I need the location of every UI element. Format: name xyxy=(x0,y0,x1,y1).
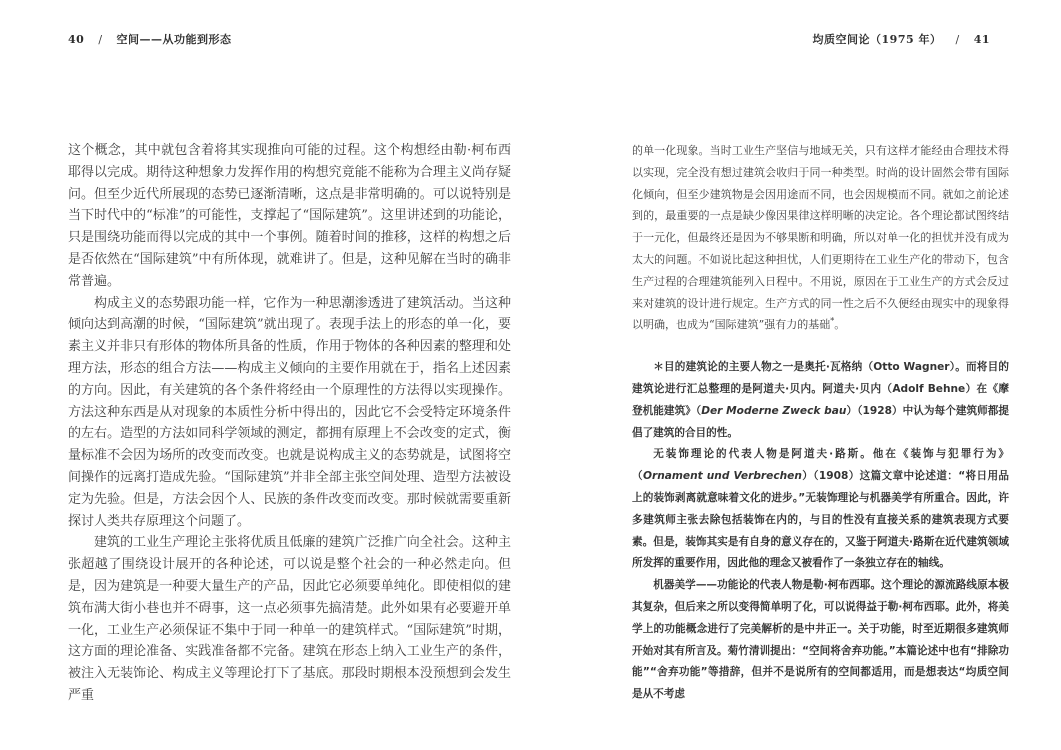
right-page-footnotes xyxy=(632,357,1009,706)
body-paragraph: 这个概念，其中就包含着将其实现推向可能的过程。这个构想经由勒·柯布西耶得以完成。期待这种想象力发挥作用的构想究竟能不能称为合理主义尚存疑问。但至少近代所展现的态势已逐渐清晰，这点是非常明确的。可以说特别是当下时代中的“标准”的可能性，支撑起了“国际建筑”。这里讲述到的功能论，只是围绕功能而得以完成的其中一个事例。随着时间的推移，这样的构想之后是否依然在“国际建筑”中有所体现，就难讲了。但是，这种见解在当时的确非常普遍。 xyxy=(68,143,511,289)
body-paragraph: 构成主义的态势跟功能一样，它作为一种思潮渗透进了建筑活动。当这种倾向达到高潮的时候，“国际建筑”就出现了。表现手法上的形态的单一化，要素主义并非只有形体的物体所具备的性质，作用于物体的各种因素的整理和处理方法，形态的组合方法——构成主义倾向的主要作用就在于，指名上述因素的方向。因此，有关建筑的各个条件将经由一个原理性的方法得以实现操作。方法这种东西是从对现象的本质性分析中得出的，因此它不会受特定环境条件的左右。造型的方法如同科学领域的测定，都拥有原理上不会改变的定式，衡量标准不会因为场所的改变而改变。也就是说构成主义的态势就是，试图将空间操作的远离打造成先验。“国际建筑”并非全部主张空间处理、造型方法被设定为先验。但是，方法会因个人、民族的条件改变而改变。那时候就需要重新探讨人类共存原理这个问题了。 xyxy=(68,295,511,529)
right-page-main-text xyxy=(632,140,1009,336)
body-paragraph: 建筑的工业生产理论主张将优质且低廉的建筑广泛推广向全社会。这种主张超越了围绕设计展开的各种论述，可以说是整个社会的一种必然走向。但是，因为建筑是一种要大量生产的产品，因此它必须要单纯化。即使相似的建筑布满大街小巷也并不碍事，这一点必须事先搞清楚。此外如果有必要避开单一化，工业生产必须保证不集中于同一种单一的建筑样式。“国际建筑”时期，这方面的理论准备、实践准备都不完备。建筑在形态上纳入工业生产的条件，被注入无装饰论、构成主义等理论打下了基底。那段时期根本没预想到会发生严重 xyxy=(68,535,511,703)
right-running-head xyxy=(813,31,990,47)
note-paragraph: 无装饰理论的代表人物是阿道夫·路斯。他在《装饰与犯罪行为》（Ornament und Verbrechen）（1908）这篇文章中论述道：“将日用品上的装饰剥离就意味着文化的进步。”无装饰理论与机器美学有所重合。因此，许多建筑师主张去除包括装饰在内的，与目的性没有直接关系的建筑表现方式要素。但是，装饰其实是有自身的意义存在的，又鉴于阿道夫·路斯在近代建筑领域所发挥的重要作用，因此他的理念又被看作了一条独立存在的轴线。 xyxy=(632,448,1010,570)
right-page-body xyxy=(632,140,1009,706)
chapter-title: 均质空间论（1975 年） xyxy=(812,33,942,46)
left-header-separator: / xyxy=(98,33,103,46)
left-page-number: 40 xyxy=(68,33,85,46)
right-header-separator: / xyxy=(955,33,960,46)
right-page-number: 41 xyxy=(973,33,990,46)
left-page-body xyxy=(68,140,511,707)
body-paragraph: 的单一化现象。当时工业生产坚信与地域无关，只有这样才能经由合理技术得以实现，完全没有想过建筑会收归于同一种类型。时尚的设计固然会带有国际化倾向，但至少建筑物是会因用途而不同，也会因规模而不同。就如之前论述到的，最重要的一点是缺少像因果律这样明晰的决定论。各个理论都试图终结于一元化，但最终还是因为不够果断和明确，所以对单一化的担忧并没有成为太大的问题。不如说比起这种担忧，人们更期待在工业生产化的带动下，包含生产过程的合理建筑能列入日程中。不用说，原因在于工业生产的方式会反过来对建筑的设计进行规定。生产方式的同一性之后不久便经由现实中的现象得以明确，也成为“国际建筑”强有力的基础*。 xyxy=(632,144,1009,332)
note-paragraph: ＊目的建筑论的主要人物之一是奥托·瓦格纳（Otto Wagner）。而将目的建筑论进行汇总整理的是阿道夫·贝内。阿道夫·贝内（Adolf Behne）在《摩登机能建筑》（Der Moderne Zweck bau）（1928）中认为每个建筑师都提倡了建筑的合目的性。 xyxy=(632,361,1010,439)
left-running-head xyxy=(68,31,232,47)
note-paragraph: 机器美学——功能论的代表人物是勒·柯布西耶。这个理论的源流路线原本极其复杂，但后来之所以变得简单明了化，可以说得益于勒·柯布西耶。此外，将美学上的功能概念进行了完美解析的是中井正一。关于功能，时至近期很多建筑师开始对其有所言及。菊竹清训提出：“空间将舍弃功能。”本篇论述中也有“排除功能”“舍弃功能”等措辞，但并不是说所有的空间都适用，而是想表达“均质空间是从不考虑 xyxy=(632,579,1009,701)
footnote-marker: * xyxy=(830,316,835,326)
book-title: 空间——从功能到形态 xyxy=(116,33,232,46)
